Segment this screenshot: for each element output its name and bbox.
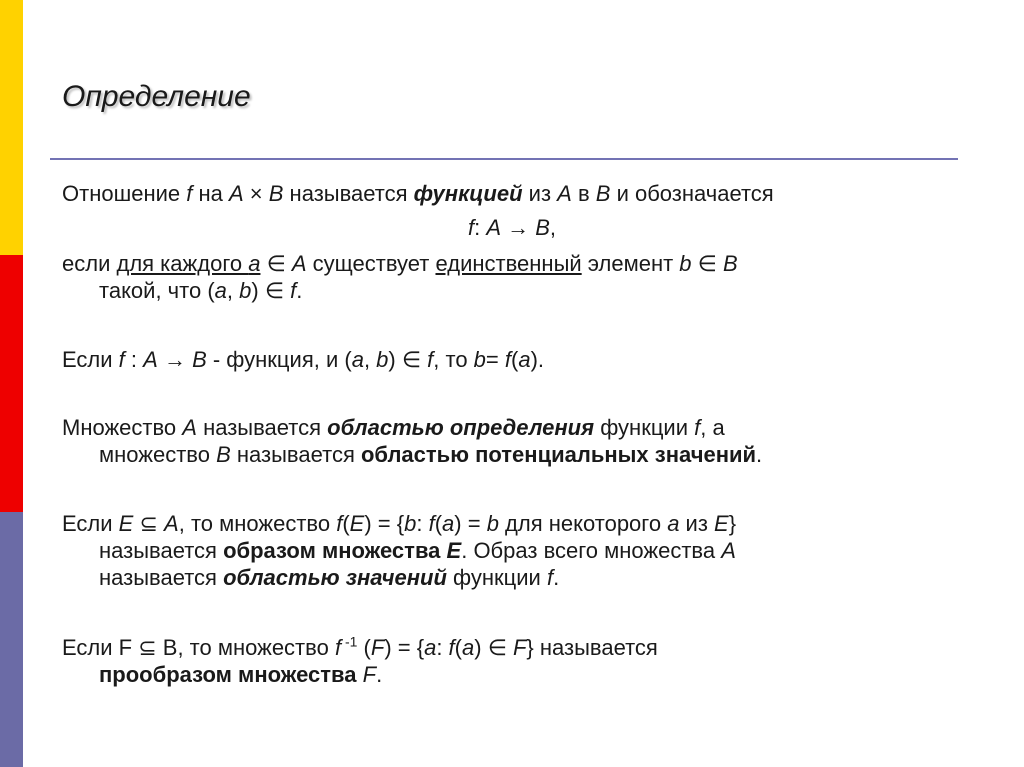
condition-paragraph: если для каждого a ∈ A существует единственный элемент b ∈ B такой, что (a, b) ∈ f. bbox=[62, 251, 738, 303]
value-paragraph: Если f : A → B - функция, и (a, b) ∈ f, то b= f(a). bbox=[62, 347, 545, 372]
title-divider bbox=[50, 158, 958, 160]
accent-bar-purple bbox=[0, 512, 23, 767]
definition-paragraph: Отношение f на A × B называется функцией из A в B и обозначается bbox=[62, 181, 774, 206]
function-notation: f: A → B, bbox=[467, 215, 557, 240]
slide-title: Определение bbox=[62, 80, 251, 113]
image-paragraph: Если E ⊆ A, то множество f(E) = {b: f(a) = b для некоторого a из E} называется образом множества E. Образ всего множества A называется областью значений функции f. bbox=[62, 511, 737, 590]
accent-bar-red bbox=[0, 255, 23, 512]
domain-paragraph: Множество A называется областью определения функции f, а множество B называется областью потенциальных значений. bbox=[62, 415, 763, 467]
preimage-paragraph: Если F ⊆ B, то множество f $^{-1}$ (F) = {a: f(a) ∈ F} называется прообразом множества F. bbox=[62, 633, 658, 687]
